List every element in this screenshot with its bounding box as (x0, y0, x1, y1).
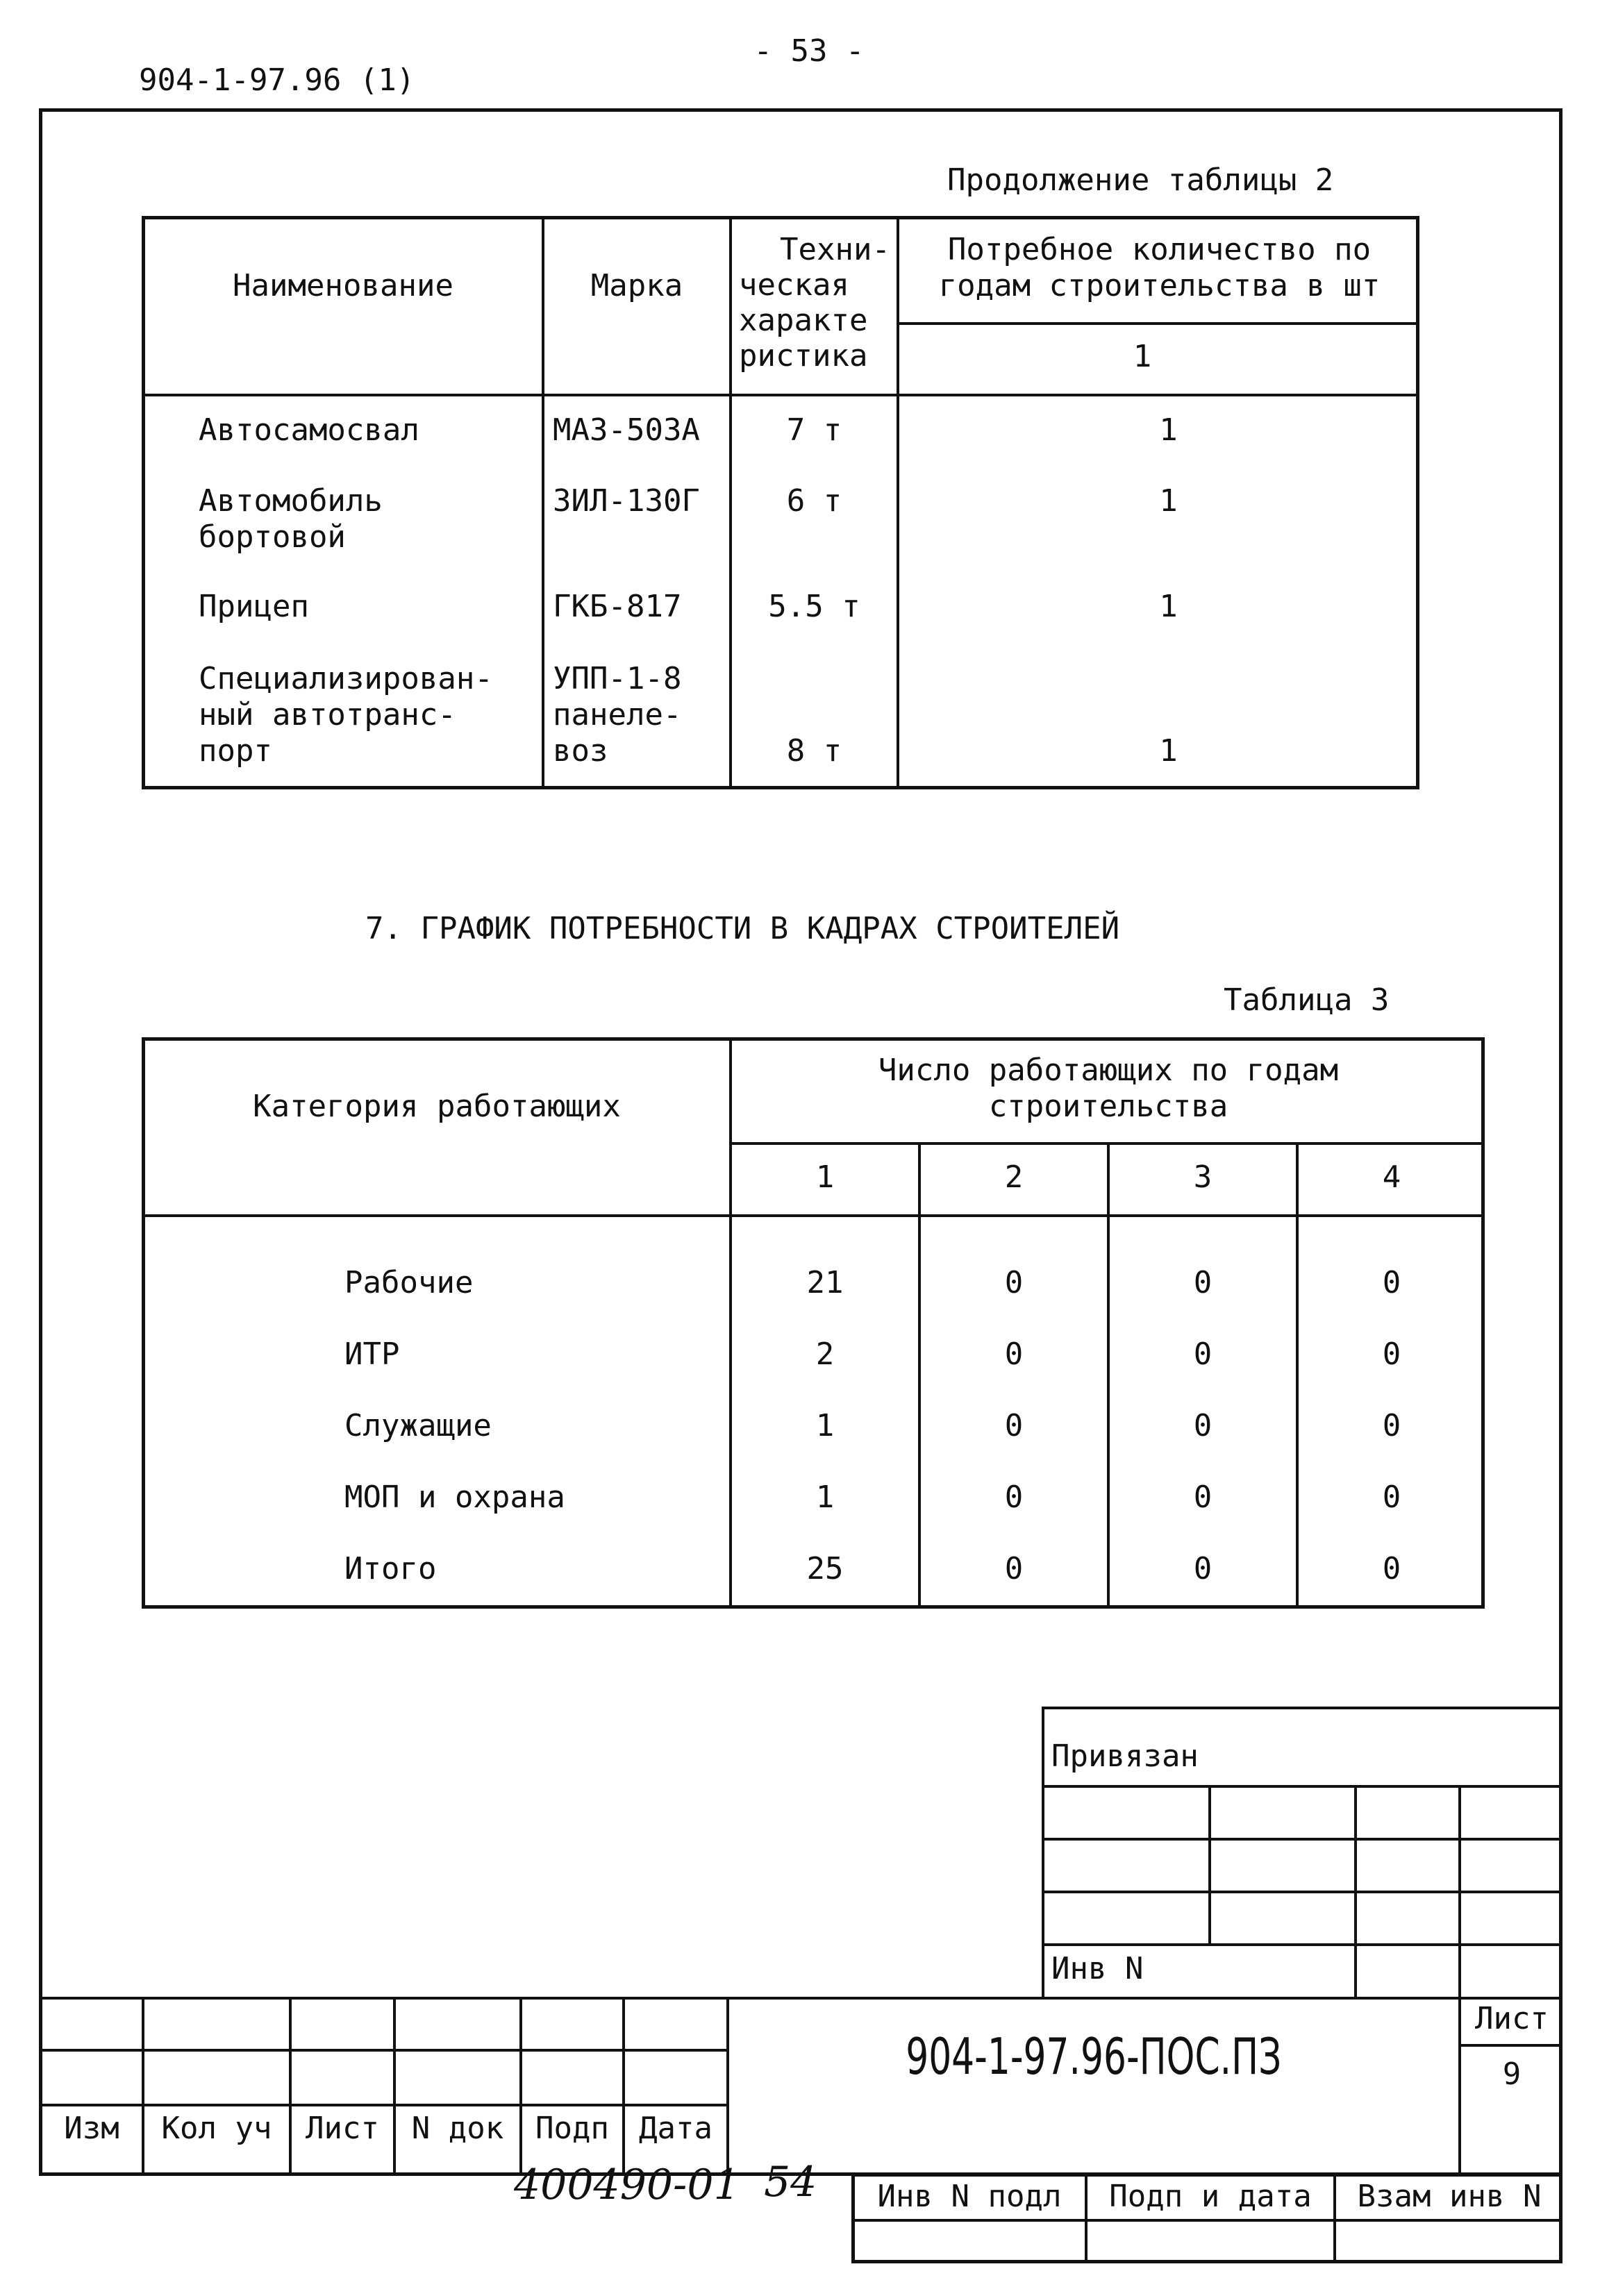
stamp-col-podp: Подп (535, 2111, 609, 2146)
stamp-col-kol-uch: Кол уч (161, 2111, 272, 2146)
col-header-tech: Техни- ческая характе ристика (739, 232, 890, 374)
stamp-col-n-dok: N док (411, 2111, 504, 2146)
col-header-year-4: 4 (1382, 1159, 1401, 1195)
col-header-mark: Марка (590, 268, 683, 303)
table2-caption: Продолжение таблицы 2 (947, 162, 1334, 198)
stamp-col-izm: Изм (64, 2111, 119, 2146)
stamp-col-list: Лист (306, 2111, 379, 2146)
sheet-number: 9 (1502, 2056, 1522, 2092)
binding-label: Привязан (1051, 1738, 1199, 1774)
col-header-year-1: 1 (815, 1159, 835, 1195)
col-header-category: Категория работающих (253, 1089, 621, 1124)
col-header-year-1: 1 (1133, 339, 1152, 374)
handwritten-number: 400490-01 (514, 2161, 740, 2209)
sheet-label: Лист (1475, 2001, 1549, 2036)
inv-n-podl-label: Инв N подл (877, 2179, 1062, 2214)
col-header-count: Число работающих по годам строительства (878, 1053, 1339, 1124)
page-number: - 53 - (753, 33, 865, 69)
col-header-need: Потребное количество по годам строительства в шт (938, 232, 1381, 303)
document-designation: 904-1-97.96-ПОС.ПЗ (906, 2027, 1282, 2086)
podp-i-data-label: Подп и дата (1109, 2179, 1312, 2214)
table3-caption: Таблица 3 (1224, 982, 1390, 1018)
document-code: 904-1-97.96 (1) (139, 62, 415, 98)
vzam-inv-n-label: Взам инв N (1357, 2179, 1542, 2214)
section-title: 7. ГРАФИК ПОТРЕБНОСТИ В КАДРАХ СТРОИТЕЛЕЙ (365, 911, 1120, 946)
col-header-year-3: 3 (1193, 1159, 1212, 1195)
col-header-name: Наименование (233, 268, 453, 303)
stamp-col-data: Дата (639, 2111, 712, 2146)
col-header-year-2: 2 (1004, 1159, 1024, 1195)
inventory-label: Инв N (1051, 1951, 1144, 1986)
handwritten-mark: 54 (764, 2158, 817, 2206)
